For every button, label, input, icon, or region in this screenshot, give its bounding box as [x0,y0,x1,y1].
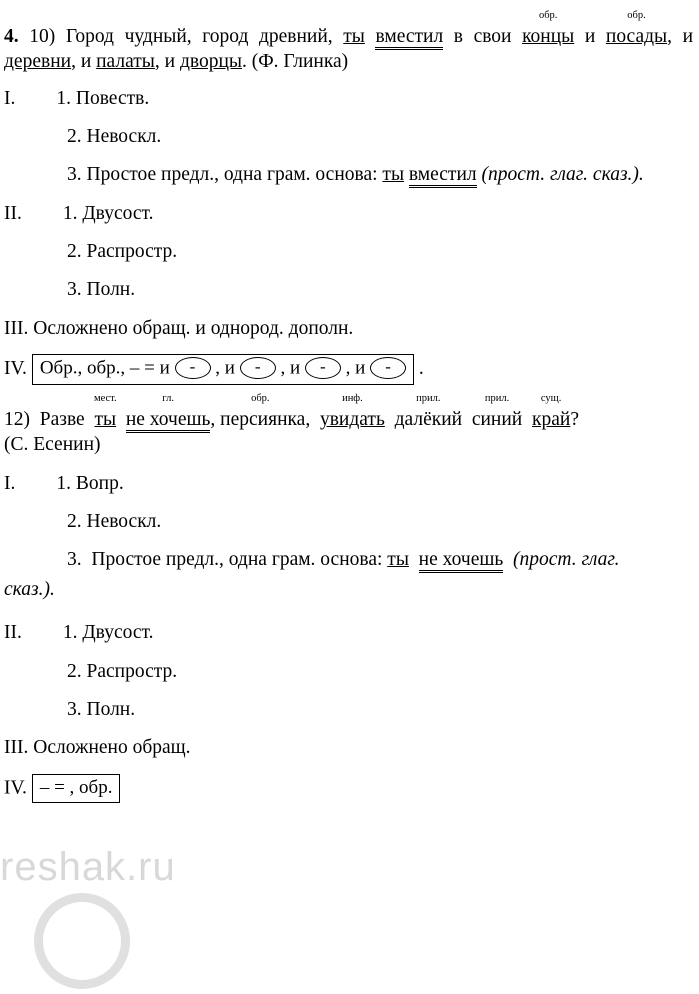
analysis-text: Двусост. [82,622,154,644]
tagged-word-siniy [471,393,523,432]
tagged-word-persiyanka [210,393,311,432]
item-10-marker: 10) [29,26,56,47]
oval-1: - [175,357,211,379]
analysis-text: Осложнено обращ. и однород. дополн. [33,317,354,339]
tag-label-gl: гл. [162,393,174,405]
tagged-word-posady [605,10,668,49]
analysis-text: Простое предл., одна грам. основа: [86,164,383,186]
roman-IV: IV. [4,358,27,380]
analysis-text: Распростр. [86,660,178,682]
analysis-10-row-1 [4,86,693,111]
analysis-10-row-2 [4,124,693,149]
num-3: 3. [67,279,82,301]
roman-I: I. [4,87,16,109]
num-2: 2. [67,511,82,533]
word-kontsy: концы [522,26,575,47]
tag-label-mest: мест. [93,393,117,405]
tagged-word-dalyokiy [394,393,463,432]
tag-label-pril-2: прил. [484,393,510,405]
oval-4: - [370,357,406,379]
sentence-10-mid3: , и [667,26,694,47]
tagged-word-ty [93,393,117,432]
roman-III: III. [4,737,29,759]
num-2: 2. [67,660,82,682]
analysis-12-row-3-cont: сказ.). [4,578,55,600]
scheme-sep-1: , и [215,357,235,379]
num-1: 1. [62,202,78,224]
sentence-10-mid4: , и [71,51,97,73]
num-1: 1. [56,472,71,494]
sentence-10-pre: Город чудный, город древний, [65,26,344,47]
scheme-suffix: . [418,358,424,380]
analysis-12-row-2 [4,509,693,534]
analysis-text: Двусост. [82,202,154,224]
tag-label-obr-2: обр. [627,10,646,21]
sentence-10 [4,10,694,75]
analysis-text: Полн. [86,698,136,720]
word-dalyokiy: далёкий [394,409,463,431]
analysis-12-row-3 [4,547,693,572]
roman-III: III. [4,317,29,339]
tag-label-obr-12: обр. [251,393,270,405]
word-dvortsy: дворцы [179,51,243,73]
num-2: 2. [67,126,82,148]
scheme-box-12: – = , обр. [32,774,121,804]
num-3: 3. [67,164,82,186]
analysis-text: Простое предл., одна грам. основа: [91,549,388,571]
analysis-12-row-5 [4,659,693,684]
word-ty: ты [343,26,365,47]
grammar-predicate: не хочешь [419,549,504,573]
word-kray: край [532,409,571,431]
tagged-word-kray [532,393,571,432]
scheme-sep-3: , и [345,357,366,379]
scheme-12-row [4,774,693,804]
grammar-subject: ты [387,549,409,571]
tagged-word-uvidat [319,393,385,432]
oval-3: - [305,357,341,379]
item-12-marker: 12) [4,409,30,431]
analysis-italic-note-part1: (прост. глаг. [513,549,620,571]
roman-I: I. [4,472,16,494]
sentence-12-author: (С. Есенин) [4,434,101,456]
question-mark: ? [570,409,579,431]
analysis-text: Полн. [86,279,136,301]
sentence-10-mid2: и [574,26,606,47]
analysis-10-row-6 [4,277,693,302]
word-siniy: синий [471,409,523,431]
analysis-text: Невоскл. [86,126,162,148]
word-palaty: палаты [96,51,155,73]
analysis-10-row-7 [4,316,693,341]
analysis-12-row-6 [4,697,693,722]
scheme-10-row [4,354,693,385]
sentence-10-mid5: , и [154,51,180,73]
roman-II: II. [4,622,22,644]
tag-label-pril-1: прил. [416,393,441,405]
word-nehochesh: не хочешь [126,409,211,433]
watermark-ring [34,893,130,989]
word-derevni: деревни [4,51,72,73]
word-vmestil: вместил [375,26,443,50]
analysis-12-row-1 [4,471,693,496]
num-1: 1. [56,87,71,109]
sentence-10-author: . (Ф. Глинка) [242,51,349,73]
num-3: 3. [67,698,82,720]
word-posady: посады [605,26,668,47]
num-1: 1. [62,622,78,644]
tag-label-sush: сущ. [540,393,562,405]
watermark-text: reshak.ru [0,845,176,889]
word-ty-12: ты [94,409,117,431]
analysis-text: Распростр. [86,241,178,263]
analysis-text: Осложнено обращ. [33,737,191,759]
roman-II: II. [4,202,22,224]
analysis-text: Повеств. [75,87,150,109]
exercise-number: 4. [4,26,19,47]
analysis-12-row-4 [4,620,693,645]
sentence-12 [4,393,693,432]
scheme-prefix: Обр., обр., – = и [39,357,170,379]
word-uvidat: увидать [319,409,385,431]
tagged-word-kontsy [522,10,575,49]
analysis-10-row-3 [4,162,693,187]
grammar-subject: ты [382,164,405,186]
oval-2: - [240,357,276,379]
analysis-text: Невоскл. [86,511,162,533]
tag-label-inf: инф. [342,393,363,405]
roman-IV: IV. [4,776,27,798]
analysis-10-row-4 [4,201,693,226]
analysis-10-row-5 [4,239,693,264]
analysis-italic-note: (прост. глаг. сказ.). [481,164,644,186]
scheme-box-10 [32,354,414,385]
num-3: 3. [67,549,82,571]
word-persiyanka: , персиянка, [210,409,311,431]
word-razve: Разве [39,409,85,431]
tagged-word-nehochesh [125,393,211,432]
sentence-10-mid1: в свои [443,26,523,47]
analysis-12-row-7 [4,735,693,760]
tag-label-obr-1: обр. [538,10,558,21]
grammar-predicate: вместил [409,164,477,188]
scheme-sep-2: , и [280,357,301,379]
num-2: 2. [67,241,82,263]
analysis-text: Вопр. [75,472,124,494]
